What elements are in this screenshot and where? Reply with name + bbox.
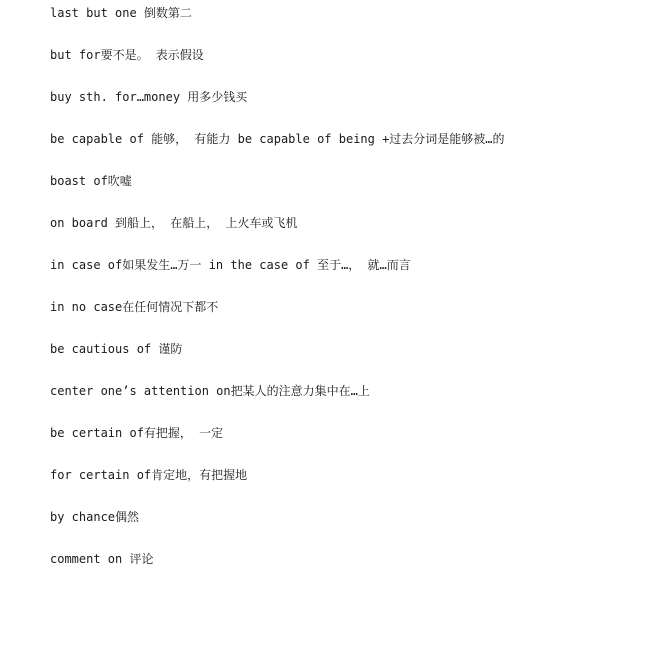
phrase-entry-on-board: on board 到船上， 在船上， 上火车或飞机 [50,216,298,230]
phrase-entry-be-capable-of: be capable of 能够， 有能力 be capable of being +过去分词是能够被…的 [50,132,505,146]
phrase-entry-but-for: but for要不是。 表示假设 [50,48,204,62]
phrase-entry-buy-for: buy sth. for…money 用多少钱买 [50,90,248,104]
phrase-entry-comment-on: comment on 评论 [50,552,154,566]
phrase-list [50,4,635,592]
phrase-entry-be-cautious-of: be cautious of 谨防 [50,342,183,356]
phrase-entry-last-but-one: last but one 倒数第二 [50,6,192,20]
phrase-entry-for-certain-of: for certain of肯定地，有把握地 [50,468,248,482]
phrase-entry-in-case-of: in case of如果发生…万一 in the case of 至于…， 就…而言 [50,258,411,272]
phrase-entry-be-certain-of: be certain of有把握， 一定 [50,426,224,440]
phrase-entry-in-no-case: in no case在任何情况下都不 [50,300,219,314]
phrase-entry-center-attention-on: center one’s attention on把某人的注意力集中在…上 [50,384,370,398]
phrase-entry-by-chance: by chance偶然 [50,510,140,524]
phrase-entry-boast-of: boast of吹嘘 [50,174,132,188]
